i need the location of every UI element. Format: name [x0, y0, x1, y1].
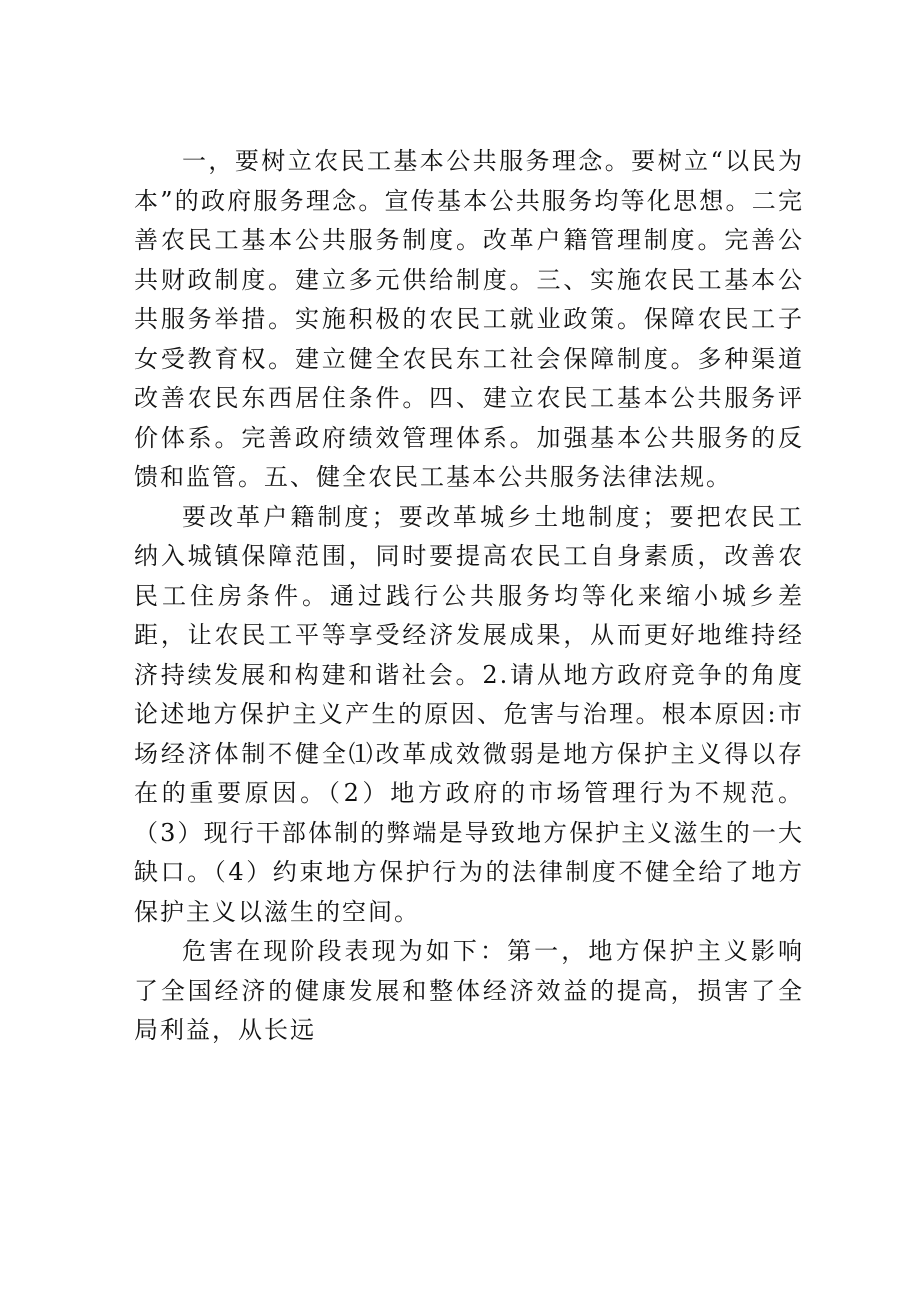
paragraph-3: 危害在现阶段表现为如下：第一，地方保护主义影响了全国经济的健康发展和整体经济效益的提高，损害了全局利益，从长远	[134, 937, 804, 1044]
paragraph-2: 要改革户籍制度；要改革城乡土地制度；要把农民工纳入城镇保障范围，同时要提高农民工自身素质，改善农民工住房条件。通过践行公共服务均等化来缩小城乡差距，让农民工平等享受经济发展成果，从而更好地维持经济持续发展和构建和谐社会。2.请从地方政府竞争的角度论述地方保护主义产生的原因、危害与治理。根本原因:市场经济体制不健全⑴改革成效微弱是地方保护主义得以存在的重要原因。（2）地方政府的市场管理行为不规范。（3）现行干部体制的弊端是导致地方保护主义滋生的一大缺口。（4）约束地方保护行为的法律制度不健全给了地方保护主义以滋生的空间。	[134, 502, 804, 926]
paragraph-1: 一，要树立农民工基本公共服务理念。要树立“以民为本”的政府服务理念。宣传基本公共服务均等化思想。二完善农民工基本公共服务制度。改革户籍管理制度。完善公共财政制度。建立多元供给制度。三、实施农民工基本公共服务举措。实施积极的农民工就业政策。保障农民工子女受教育权。建立健全农民东工社会保障制度。多种渠道改善农民东西居住条件。四、建立农民工基本公共服务评价体系。完善政府绩效管理体系。加强基本公共服务的反馈和监管。五、健全农民工基本公共服务法律法规。	[134, 147, 804, 491]
document-body	[134, 142, 804, 1051]
